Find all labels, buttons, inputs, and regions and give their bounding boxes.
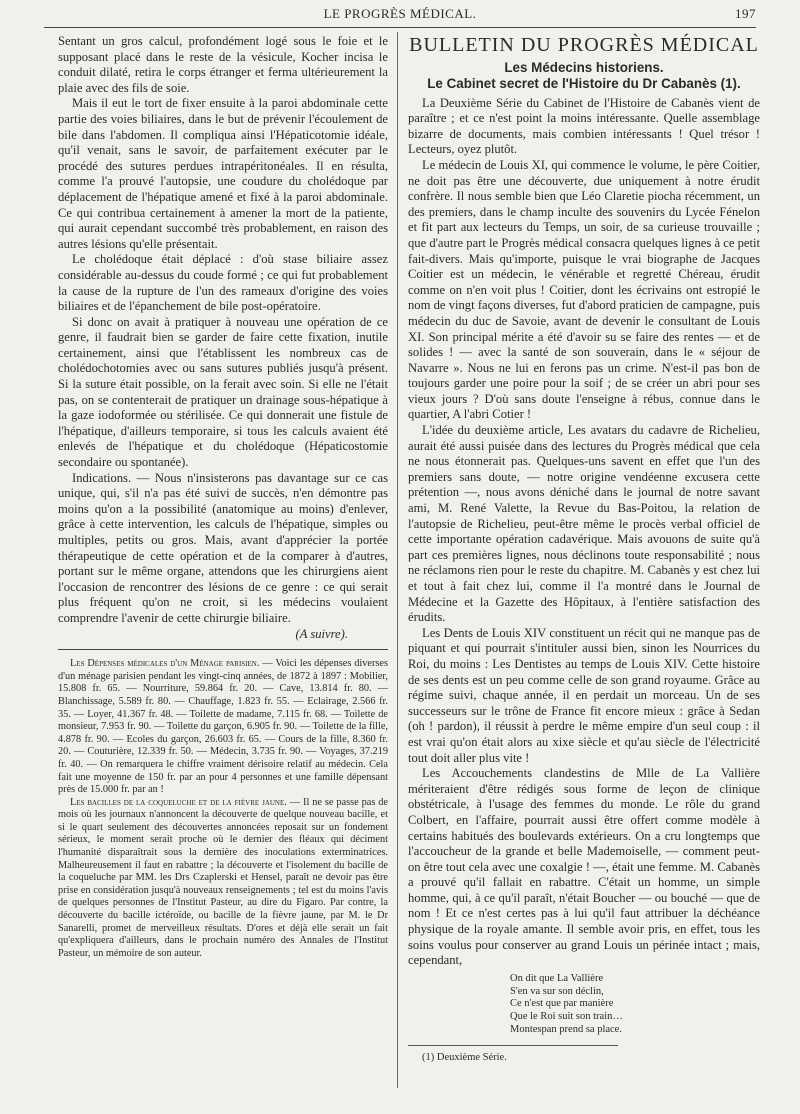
note-paragraph: [58, 658, 388, 797]
note-heading: Les bacilles de la coqueluche et de la fièvre jaune.: [70, 796, 287, 808]
section-title: Les Médecins historiens.: [504, 59, 664, 75]
header-rule: [44, 27, 756, 28]
footnote-rule: [408, 1045, 618, 1046]
poem-line: S'en va sur son déclin,: [510, 985, 604, 997]
journal-title: LE PROGRÈS MÉDICAL.: [323, 6, 477, 21]
poem-line: Que le Roi suit son train…: [510, 1011, 623, 1023]
bulletin-title: BULLETIN DU PROGRÈS MÉDICAL: [409, 34, 759, 56]
to-be-continued: (A suivre).: [295, 626, 348, 641]
paragraph: Les Accouchements clandestins de Mlle de La Vallière mériteraient d'être rédigés sous forme de leçon de clinique obstétricale, à l'usage des femmes du monde. Le rôle du grand Colbert, en l'affaire, pourrait aussi être offert comme modèle à certains habitués des boulevards extérieurs. On a cru longtemps que l'accoucheur de la grande et belle Mademoiselle, — comment peut-on être tout cela avec une coxalgie ! —, était une femme. M. Cabanès a prouvé qu'il fallait en rabattre. C'était un homme, un simple homme, qui, à ce qu'il paraît, n'était Boucher — ou bouché — que de nom ! Et ce n'est certes pas à lui qu'il faut attribuer la déchéance physique de la royale amante. Il semble avoir pris, en effet, tous les soins voulus pour conserver au grand Louis un périnée intact ; mais, cependant,: [408, 766, 760, 968]
subsection-title: Le Cabinet secret de l'Histoire du Dr Cabanès (1).: [427, 75, 741, 91]
paragraph: Si donc on avait à pratiquer à nouveau une opération de ce genre, il faudrait bien se garder de faire cette fixation, inutile certainement, ainsi que l'établissent les nombreux cas de cholédochotomies avec ou sans sutures publiés jusqu'à présent. Si la suture était possible, on la ferait avec soin. Si elle ne l'était pas, on se contenterait de pratiquer un drainage sous-hépatique à la gaze iodoformée ou stérilisée. Ce qui donnerait une fistule de l'hépatique, d'ailleurs temporaire, si tous les calculs avaient été enlevés de l'hépatique et du cholédoque (Hépaticostomie secondaire ou spontanée).: [58, 314, 388, 470]
paragraph: Le médecin de Louis XI, qui commence le volume, le père Coitier, ne doit pas être une découverte, due uniquement à notre érudit confrère. Il nous semble bien que Léo Claretie piocha récemment, un des premiers, dans le champ inculte des souvenirs du Lycée Fénelon et fit part aux lecteurs du Temps, un soir, de sa curieuse trouvaille ; que d'autre part le Progrès médical consacra quelques lignes à ce petit fait-divers. Mais qu'importe, puisque le vrai biographe de Jacques Coitier est un médecin, le vénérable et regretté Chéreau, érudit comme on n'en voit plus ! Coitier, dont les écrivains ont estropié le nom de vingt façons diverses, fut d'abord praticien de campagne, puis médecin du duc de Savoie, avant de devenir le consultant de Louis XI. Son principal mérite a été d'avoir su se faire des rentes — et de solides ! — avec la santé de son souverain, dans le « séjour de Navarre ». Nous ne lui en ferons pas un crime. N'est-il pas bon de toujours garder une poire pour la soif ; de se créer un abri pour ses vieux jours ? D'où sans doute l'enseigne à rébus, connue dans le quartier, A l'abri Cotier !: [408, 157, 760, 422]
poem-line: On dit que La Vallière: [510, 972, 604, 984]
paragraph: L'idée du deuxième article, Les avatars du cadavre de Richelieu, aurait été aussi puisée dans des lectures du Progrès médical que cela ne nous étonnerait pas. Quelques-uns savent en effet que l'un des premiers sans doute, — notre origine vendéenne excusera cette prétention —, nous avons déniché dans le journal de notre savant ami, M. René Valette, la Revue du Bas-Poitou, la relation de l'autopsie de Richelieu, peut-être même le procès verbal officiel de cette importante opération cadavérique. Mais avouons de suite qu'à part ces premières lignes, nous déclinons toute responsabilité ; nous ne réclamons rien pour le reste du chapitre. M. Cabanès y est chez lui et tout à fait chez lui, comme il l'a montré dans le Journal de Médecine et la Gazette des Hôpitaux, à l'entière satisfaction des érudits.: [408, 423, 760, 625]
column-divider: [397, 32, 398, 1088]
page-number: 197: [735, 6, 756, 21]
note-text: — Voici les dépenses diverses d'un ménage parisien pendant les vingt-cinq années, de 1872 à 1897 : Mobilier, 15.808 fr. 65. — Nourriture, 59.864 fr. 20. — Cave, 13.814 fr. 80. — Blanchissage, 5.589 fr. 80. — Chauffage, 1.823 fr. 55. — Eclairage, 2.566 fr. 35. — Loyer, 41.367 fr. 48. — Toilette de madame, 7.115 fr. 68. — Toilette de monsieur, 7.953 fr. 90. — Toilette du garçon, 6.905 fr. 90. — Toilette de la fille, 4.878 fr. 90. — Ecoles du garçon, 26.603 fr. 65. — Cours de la fille, 8.360 fr. 20. — Couturière, 12.339 fr. 50. — Médecin, 3.735 fr. 90. — Voyages, 37.219 fr. 40. — On remarquera le chiffre vraiment dérisoire relatif au médecin. Cela fait une moyenne de 150 fr. par an pour 4 personnes et une famille dépensant près de 15.000 fr. par an !: [58, 658, 389, 796]
footnote: (1) Deuxième Série.: [422, 1051, 507, 1063]
note-paragraph: [58, 797, 388, 961]
right-column: [408, 34, 760, 1065]
poem-line: Ce n'est que par manière: [510, 998, 614, 1010]
running-header: [44, 6, 756, 26]
poem-line: Montespan prend sa place.: [510, 1024, 622, 1036]
paragraph: Les Dents de Louis XIV constituent un récit qui ne manque pas de piquant et qui pourrait s'intituler aussi bien, sinon les Nourrices du Roi, du moins : Les Dentistes au temps de Louis XIV. Cette histoire de ses dents est un peu comme celle de son grand royaume. Grâce au régime suivi, chaque année, il en perdait un morceau. Un de ses successeurs sur le trône de France fit encore mieux : grâce à Sedan (oh ! pardon), il réussit à perdre le même empire d'un seul coup : il est vrai qu'on était alors au xixe siècle et qu'au siècle de l'électricité tout doit aller plus vite !: [408, 625, 760, 765]
paragraph: Mais il eut le tort de fixer ensuite à la paroi abdominale cette partie des voies biliaires, dans le but de prévenir l'écoulement de bile dans l'abdomen. Il compliqua ainsi l'Hépaticotomie idéale, qu'il venait, sans le savoir, de parfaitement exécuter par le procédé des sutures perdues intrapéritonéales. Il en résulta, comme l'a prouvé l'autopsie, une coudure du cholédoque par déplacement de l'hépatique amené et fixé à la paroi abdominale. Ce qui contribua certainement à amener la mort de la patiente, qui aurait cependant succombé très probablement, en raison des autres lésions qu'elle présentait.: [58, 96, 388, 251]
paragraph: Le cholédoque était déplacé : d'où stase biliaire assez considérable au-dessus du coude formé ; ce qui fut probablement la cause de la rupture de l'un des rameaux d'origine des voies biliaires et de l'épanchement de bile post-opératoire.: [58, 252, 388, 314]
note-text: — Il ne se passe pas de mois où les journaux n'annoncent la découverte de quelque nouveau bacille, et si le quart seulement des découvertes annoncées reposait sur un fondement sérieux, le moment serait proche où le dernier des fléaux qui déciment l'humanité disparaîtrait sous la dernière des inoculations exterminatrices. Malheureusement il faut en rabattre ; la découverte et l'isolement du bacille de la coqueluche par MM. les Drs Czaplerski et Hensel, paraît ne devoir pas être prise en considération jusqu'à nouveaux renseignements ; tel est du moins l'avis de quelques personnes de l'Institut Pasteur, au dire du Figaro. Par contre, la découverte du bacille ictéroïde, ou bacille de la fièvre jaune, par M. le Dr Sanarelli, promet de merveilleux résultats. D'ores et déjà elle serait un fait qu'expliquera d'ailleurs, dans le prochain numéro des Annales de l'Institut Pasteur, un mémoire de son auteur.: [58, 796, 388, 959]
paragraph: Sentant un gros calcul, profondément logé sous le foie et le supposant placé dans le reste de la vésicule, Kocher incisa le conduit dilaté, retira le corps étranger et ferma ultérieurement la plaie avec des fils de soie.: [58, 34, 388, 95]
left-column: [58, 34, 388, 960]
note-heading: Les Dépenses médicales d'un Ménage parisien.: [70, 658, 260, 670]
poem: [510, 973, 760, 1037]
news-notes: [58, 658, 388, 960]
notes-rule: [58, 649, 388, 650]
paragraph: Indications. — Nous n'insisterons pas davantage sur ce cas unique, qui, s'il n'a pas été suivi de succès, n'en démontre pas moins qu'on a la possibilité (anatomique au moins) d'enlever, grâce à cette intervention, les calculs de l'hépatique, simples ou multiples, petits ou gros. Mais, avant d'apprécier la portée thérapeutique de cette opération et de la comparer à d'autres, portant sur le même organe, attendons que les chirurgiens aient l'occasion de rencontrer des lésions de ce genre : ce qui serait plus fréquent qu'on ne croit, si les médecins voulaient comprendre l'avenir de cette chirurgie biliaire.: [58, 470, 388, 625]
paragraph: La Deuxième Série du Cabinet de l'Histoire de Cabanès vient de paraître ; et ce n'est point la moins intéressante. Quelle assemblage bizarre de documents, mais combien intéressants ! Quel trésor ! Lecteurs, oyez plutôt.: [408, 95, 760, 157]
